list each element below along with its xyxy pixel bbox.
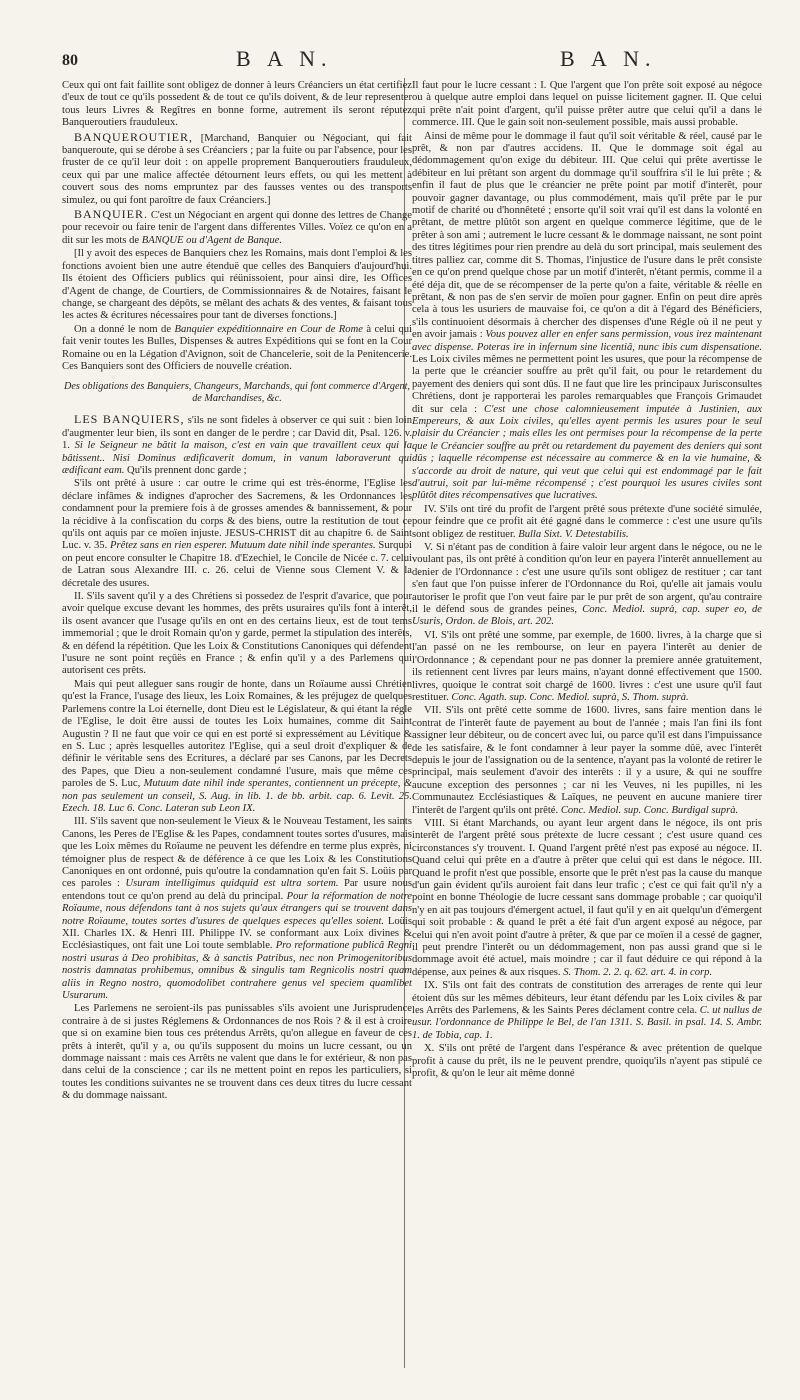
text-run: S'ils ont prêté à usure : car outre le crime qui est très-énorme, l'Eglise les déclare infâmes & indignes d'aprocher des Sacremens, & les Ordonnances les condamnent pour la premiere fois à de grosses amendes & bannissement, & pour la récidive à la confiscation du corps & des biens, outre la restitution de tout ce qu'ils ont aquis par ce moïen injuste. JESUS-CHRIST dit au chapitre 6. de Saint Luc. v. 35. [62, 478, 412, 552]
entry-banquier [62, 208, 412, 247]
italic-run: C. ut nullus de usur. l'ordonnance de Philippe le Bel, de l'an 1311. S. Basil. in psal. 14. S. Ambr. 1. de Tobia, cap. 1. [412, 1005, 762, 1041]
page-number: 80 [62, 52, 78, 69]
paragraph [412, 131, 762, 503]
italic-run: Si le Seigneur ne bâtit la maison, c'est en vain que travaillent ceux qui la bâtissent.. Nisi Dominus ædificaverit domum, in vanum laboraverunt qui ædificant eam. [62, 440, 412, 476]
paragraph: X. S'ils ont prêté de l'argent dans l'espérance & avec prétention de quelque profit à cause du prêt, ils ne le peuvent prendre, quoiqu'ils n'ayent pas stipulé ce profit, & qu'on le leur ait même donné [412, 1043, 762, 1080]
right-column [412, 80, 762, 1380]
text-run: VIII. Si étant Marchands, ou ayant leur argent dans le négoce, ils ont pris interêt de l'argent prêté sous prétexte de lucre cessant ; c'est usure quand ces circonstances s'y trouvent. I. Quand l'argent prêté n'est pas exposé au négoce. II. Quand celui qui prête en a d'autre à prêter que celui qui est dans le négoce. III. Quand le profit n'est que possible, ensorte que le prêt n'est pas la cause du manque d'un gain évident qu'ils auroient fait dans leur trafic ; c'est ce qui fait qu'il n'y a point en bonne Théologie de lucre cessant sans dommage probable ; car quoiqu'il n'y en ait pas toujours d'émergent actuel, il faut qu'il y en ait quelqu'un d'émergent qui soit probable : & quand le prêt a été fait d'un argent exposé au négoce, par celui qui n'en avoit point d'autre à prêter, & que par ce moïen il a cessé de gagner, il peut prendre l'interêt ou un dédommagement, non pas aussi grand que si le dommage avoit été actuel, mais moindre ; car il faut déduire ce qui répond à la dépense, aux peines & aux risques. [412, 817, 762, 978]
italic-run: Conc. Mediol. sup. Conc. Burdigal suprà. [560, 804, 739, 816]
text-run: Qu'ils prennent donc garde ; [124, 464, 247, 476]
text-run: IV. S'ils ont tiré du profit de l'argent prêté sous prétexte d'une société simulée, pour feindre que ce profit ait été gagné dans le commerce : c'est une usure qu'ils sont obligez de restituer. [412, 503, 762, 540]
paragraph [412, 705, 762, 817]
text-run: Ainsi de même pour le dommage il faut qu'il soit véritable & réel, causé par le prêt, & non par d'autres accidens. II. Que le dommage soit égal au dédommagement qu'on exige du débiteur. III. Que celui qui prête avertisse le débiteur en lui prêtant son argent du dommage qu'il souffrira s'il le lui prête ; & enfin il faut de plus que le créancier ne prête point par motif d'interêt, pour pouvoir gagner davantage, ou plus commodément, mais qu'il prête par le pur motif de charité ou d'honnêteté ; ensorte qu'il soit vrai qu'il est dans la volonté en prêtant, de mettre plûtôt son argent en quelque commerce légitime, que de le prêter à son ami ; autrement le lucre cessant & le dommage naissant, ne sont point des titres légitimes pour rien prendre au delà du sort principal, mais seulement des titres palliez car, comme dit S. Thomas, l'injustice de l'usure dans le prêt consiste en ce qu'on prend quelque chose par un motif d'interêt, n'étant permis, comme il a été déja dit, que de se récompenser de la perte qu'on a faite, véritable & réelle en prêtant, & non pas de s'en servir de moïen pour gagner. Enfin on peut dire après cela à tous les usuriers de mauvaise foi, ce qu'on a dit à l'égard des Bénéficiers, s'ils continuoient désormais à chercher des dispenses d'une Régle où il ne peut y en avoir jamais : [412, 130, 762, 341]
entry-term: LES BANQUIERS, [74, 412, 185, 427]
italic-run: Pour la réformation de notre Roïaume, nous défendons tant à nos sujets qu'aux étrangers qui se trouvent dans notre Roïaume, toutes sortes d'usures de quelques especes qu'elles soient. [62, 890, 412, 927]
entry-term: BANQUIER. [74, 207, 148, 222]
text-run: à celui qui fait venir toutes les Bulles, Dispenses & autres Expéditions qui se font en la Cour Romaine ou en la Légation d'Avignon, soit de Chancelerie, soit de la Penitencerie. Ces Banquiers sont des Officiers de nouvelle création. [62, 323, 412, 372]
text-run: Par usure nous entendons tout ce qu'on prend au delà du principal. [62, 878, 412, 902]
italic-run: Mutuum date nihil inde sperantes, contiennent un précepte, & non pas seulement un conseil, S. Aug. in lib. 1. de bb. arbit. cap. 6. Levit. 25. Ezech. 18. Luc 6. Conc. Lateran sub Leon IX. [62, 778, 412, 814]
paragraph: Il faut pour le lucre cessant : I. Que l'argent que l'on prête soit exposé au négoce ou à quelque autre emploi dans lequel on puisse licitement gagner. II. Que celui qui prête n'ait point d'argent, qu'il puisse prêter autre que celui qu'il a dans le commerce. III. Que le gain soit non-seulement possible, mais aussi probable. [412, 80, 762, 129]
italic-run: C'est une chose calomnieusement imputée à Justinien, aux Empereurs, & aux Loix civiles, qu'elles ayent permis les usures pour le seul plaisir du Créancier ; mais elles les ont permises pour la récompense de la perte que le Créancier souffre au prêt ou retardement du payement des deniers qui sont dûs ; laquelle récompense est nécessaire au commerce & en la vie humaine, & s'accorde au droit de nature, qui veut que celui qui est endommagé par le fait d'autrui, soit par lui-même récompensé ; c'est pourquoi les usures civiles sont plûtôt dites récompensatives que lucratives. [412, 403, 762, 502]
paragraph [412, 630, 762, 704]
italic-run: Pro reformatione publicâ Regni nostri usuras à Deo prohibitas, & à sanctis Patribus, nec non Primogenitoribus nostris damnatas prohibemus, omnibus & singulis tam Regnicolis nostri quam aliis in Regno nostro, quomodolibet contrahere genus vel speciem quamlibet Usurarum. [62, 940, 412, 1002]
paragraph: [Il y avoit des especes de Banquiers chez les Romains, mais dont l'emploi & les fonctions avoient bien une autre étenduë que celles des Banquiers d'aujourd'hui. Ils étoient des Officiers publics qui réünissoient, pour ainsi dire, les Offices d'Agent de change, de Courtiers, de Commissionnaires & de Notaires, faisant le change, se chargeant des dépôts, se mêlant des achats & des ventes, & faisant tous les actes & écritures nécessaires pour tant de diverses fonctions.] [62, 248, 412, 322]
paragraph: II. S'ils savent qu'il y a des Chrétiens si possedez de l'esprit d'avarice, que pour avoir quelque excuse devant les hommes, des prêts usuraires qu'ils font à interêt, ils osent avancer que l'usage qu'ils en ont en des certains lieux, est de tout tems immemorial ; que le droit Romain qu'on y garde, permet la stipulation des interêts, & en défend la répétition. Que les Loix & Constitutions Canoniques qui défendent l'usure ne sont point reçûës en France ; & enfin qu'il y a des Parlemens qui autorisent ces prêts. [62, 591, 412, 677]
text-run: Les Loix civiles mêmes ne permettent point les usures, que pour la récompense de la perte que le créancier souffre au prêt qu'il fait, ou pour le retardement du payement des deniers qui sont dûs. Il ne faut que lire les principaux Jurisconsultes Chrétiens, dont je rapporterai les paroles remarquables que François Grimaudet dit sur cela : [412, 353, 762, 415]
entry-banqueroutier [62, 131, 412, 207]
left-column [62, 80, 412, 1380]
italic-run: Conc. Agath. sup. Conc. Mediol. suprà, S. Thom. suprà. [451, 691, 689, 703]
paragraph: Ceux qui ont fait faillite sont obligez de donner à leurs Créanciers un état certifiez d'eux de tout ce qu'ils possedent & de tout ce qu'ils doivent, & de leur representer tous leurs Livres & Regîtres en bonne forme, autrement ils seront réputez Banqueroutiers frauduleux. [62, 80, 412, 129]
italic-run: Banquier expéditionnaire en Cour de Rome [174, 323, 363, 335]
paragraph: Les Parlemens ne seroient-ils pas punissables s'ils avoient une Jurisprudence contraire à de si justes Réglemens & Ordonnances de nos Rois ? & il est à croire que si on examine bien tous ces prétendus Arrêts, qu'on allegue en faveur de ces prêts à interêt, qu'il y a, ou qu'ils supposent du moins un lucre cessant, ou un dommage naissant : mais ces Arrêts ne valent que dans le for extérieur, & non pas dans celui de la conscience ; car ils ne mettent point en repos les particuliers, si toutes les conditions suivantes ne se trouvent dans ces deux titres du lucre cessant & du dommage naissant. [62, 1003, 412, 1102]
italic-run: Vous pouvez aller en enfer sans permission, vous irez maintenant avec dispense. Poteras ire in infernum sine licentiâ, nunc ibis cum dispensatione. [412, 329, 762, 353]
italic-run: Usuram intelligimus quidquid est ultra sortem. [125, 878, 339, 890]
paragraph [412, 980, 762, 1042]
italic-run: Bulla Sixt. V. Detestabilis. [518, 528, 629, 540]
running-title-right: B A N. [560, 46, 657, 71]
italic-run: Conc. Mediol. suprà, cap. super eo, de Usuris, Ordon. de Blois, art. 202. [412, 604, 762, 628]
italic-run: S. Thom. 2. 2. q. 62. art. 4. in corp. [563, 966, 713, 978]
paragraph [412, 542, 762, 629]
text-run: V. Si n'étant pas de condition à faire valoir leur argent dans le négoce, ou ne le voulant pas, ils ont prêté à condition qu'on leur en payera l'interêt annuellement au denier de l'Ordonnance : c'est une usure qu'ils sont obligez de restituer ; car tant s'en faut que l'on puisse inferer de l'Ordonnance du Roi, qu'elle ait jamais voulu autoriser le profit que l'on veut faire par le pur prêt de son argent, qu'au contraire il le défend sous de grandes peines, [412, 542, 762, 616]
paragraph [62, 816, 412, 1002]
running-title-left: B A N. [236, 46, 333, 71]
paragraph [412, 818, 762, 979]
entry-les-banquiers [62, 413, 412, 477]
text-run: s'ils ne sont fideles à observer ce qui suit : bien loin d'augmenter leur bien, ils sont en danger de le perdre ; car David dit, Psal. 126. v. 1. [62, 415, 412, 452]
text-run: IX. S'ils ont fait des contrats de constitution des arrerages de rente qui leur étoient dûs sur les mêmes débiteurs, leur étant défendu par les Loix civiles & par les Arrêts des Parlemens, & les Saints Peres déclament contre cela. [412, 980, 762, 1017]
running-head [0, 42, 800, 72]
entry-text: C'est un Négociant en argent qui donne des lettres de Change pour recevoir ou faire tenir de l'argent dans differentes Villes. Voïez ce qu'on en a dit sur les mots de [62, 210, 412, 246]
entry-term: BANQUEROUTIER, [74, 129, 193, 144]
paragraph [62, 679, 412, 815]
section-heading: Des obligations des Banquiers, Changeurs, Marchands, qui font commerce d'Argent, de Marchandises, &c. [64, 381, 410, 405]
paragraph [62, 324, 412, 374]
paragraph [412, 504, 762, 541]
text-run: Loüis XII. Charles IX. & Henri III. Philippe IV. se conformant aux Loix divines & Ecclésiastiques, ont fait une Loi toute semblable. [62, 915, 412, 952]
text-run: On a donné le nom de [74, 323, 175, 335]
paragraph [62, 478, 412, 590]
italic-run: Prêtez sans en rien esperer. Mutuum date nihil inde sperantes. [110, 540, 376, 552]
text-run: III. S'ils savent que non-seulement le Vieux & le Nouveau Testament, les saints Canons, les Peres de l'Eglise & les Papes, condamnent toutes sortes d'usures, mais que les Loix mêmes du Roïaume ne peuvent les défendre en terme plus exprès, ni témoigner plus de respect & de déférence à ce que les Loix & les Constitutions Canoniques en ont ordonné, puis qu'outre la condamnation qu'en fait S. Loüis par ces paroles : [62, 816, 412, 890]
cross-reference: BANQUE ou d'Agent de Banque. [141, 234, 282, 246]
text-run: VII. S'ils ont prêté cette somme de 1600. livres, sans faire mention dans le contrat de l'interêt faute de payement au bout de l'année ; mais l'an fini ils font assigner leur débiteur, ou de concert avec lui, ou parce qu'il est dans l'impuissance de les satisfaire, & le font condamner à leur payer la somme dûë, avec l'interêt depuis le jour de l'assignation ou de la sentence, n'ayant pas la volonté de retirer le principal, mais seulement d'avoir des interêts : il y a usure, & qui ne souffre aucune exception des personnes ; car ni les Veuves, ni les pupilles, ni les Communautez Ecclésiastiques & Laïques, ne peuvent en aucune maniere tirer l'interêt de l'argent qu'ils ont prêté. [412, 705, 762, 816]
text-run: Surquoi on peut encore consulter le Chapitre 18. d'Ezechiel, le Concile de Nicée c. 7. celui de Latran sous Alexandre III. c. 26. celui de Vienne sous Clement V. & la décretale des usures. [62, 540, 412, 589]
text-run: Mais qui peut alleguer sans rougir de honte, dans un Roïaume aussi Chrétien qu'est la France, l'usage des lieux, les Loix Romaines, & les préjugez de quelques Parlemens contre la Loi éternelle, dont Dieu est le Législateur, & qui étant la régle de l'Eglise, le doit être aussi de toutes les Loix humaines, comme dit Saint Augustin ? Il ne faut que voir ce qui en est porté si expressément au Lévitique & en S. Luc ; après lesquelles autoritez l'Eglise, qui a seul droit d'expliquer & de définir le véritable sens des Ecritures, a déclaré par ses Canons, par les Decrets des Papes, que Dieu a non-seulement condamné l'usure, mais que même ces paroles de S. Luc, [62, 678, 412, 790]
text-run: VI. S'ils ont prêté une somme, par exemple, de 1600. livres, à la charge que si l'an passé on ne les rembourse, on leur en payera l'interêt au denier de l'Ordonnance ; & cependant pour ne pas donner la premiere année gratuitement, ils retiennent cent livres par leurs mains, n'ayant donné effectivement que 1500. livres, quoique le contrat soit chargé de 1600. livres : c'est une usure qu'il faut restituer. [412, 629, 762, 703]
entry-text: [Marchand, Banquier ou Négociant, qui fait banqueroute, qui se dérobe à ses Créanciers ; par la fuite ou par l'absence, pour les fruster de ce qu'il leur doit : on appelle proprement Banqueroutiers frauduleux, ceux qui par une malice affectée détournent leurs effets, ou qui les mettent à couvert sous des noms empruntez par des fausses ventes ou des transports simulez, ou qui font paroître de faux Créanciers.] [62, 132, 412, 206]
